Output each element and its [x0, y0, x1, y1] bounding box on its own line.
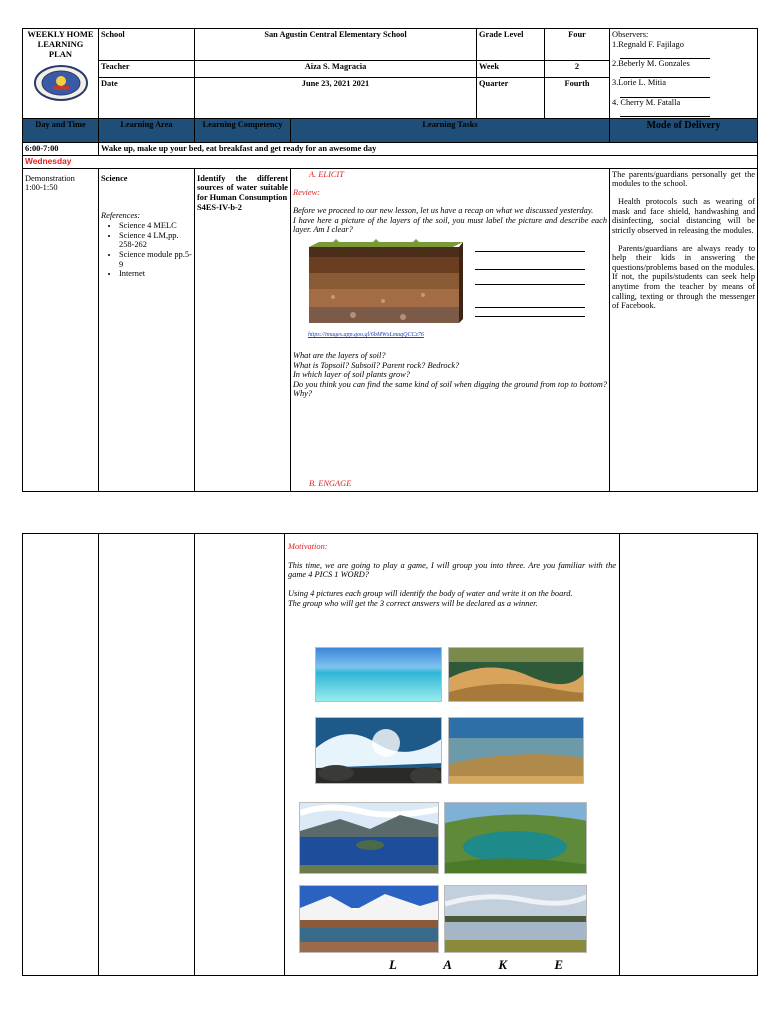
grade-value: Four — [545, 29, 610, 61]
review-label: Review: — [293, 188, 320, 198]
reference-item: • Science module pp.5-9 — [119, 250, 192, 269]
game-instructions: Using 4 pictures each group will identify the body of water and write it on the board. — [288, 588, 573, 598]
water-picture-2 — [448, 647, 584, 702]
date-value: June 23, 2021 2021 — [195, 77, 477, 118]
observer-2: 2.Beberly M. Gonzales — [612, 59, 755, 78]
engage-heading: B. ENGAGE — [309, 478, 352, 488]
delivery-paragraph: Health protocols such as wearing of mask and face shield, handwashing and disinfecting, social distancing will be strictly observed in releasing the modules. — [612, 196, 756, 235]
question: In which layer of soil plants grow? — [293, 370, 410, 380]
delivery-paragraph: The parents/guardians personally get the modules to the school. — [612, 169, 756, 189]
col-competency: Learning Competency — [195, 118, 291, 142]
lake-picture-1 — [299, 802, 439, 874]
observers-cell — [610, 29, 758, 119]
routine-time: 6:00-7:00 — [23, 142, 99, 155]
teacher-label: Teacher — [99, 61, 195, 77]
references-label: References: — [101, 211, 141, 221]
elicit-heading: A. ELICIT — [309, 169, 344, 179]
blank-area-cell — [99, 534, 195, 976]
blank-time-cell — [23, 534, 99, 976]
soil-layers-image — [303, 239, 468, 331]
teacher-value: Aiza S. Magracia — [195, 61, 477, 77]
review-text: Before we proceed to our new lesson, let us have a recap on what we discussed yesterday. — [293, 205, 594, 215]
quarter-value: Fourth — [545, 77, 610, 118]
observer-3: 3.Lorie L. Mitia — [612, 78, 755, 97]
motivation-label: Motivation: — [288, 542, 328, 551]
week-label: Week — [477, 61, 545, 77]
lesson-time: 1:00-1:50 — [25, 183, 58, 193]
references-list — [119, 221, 192, 279]
day-label: Wednesday — [23, 155, 758, 168]
lesson-time-cell — [23, 168, 99, 491]
plan-page-1 — [22, 28, 757, 492]
deped-seal-logo — [33, 65, 89, 105]
grade-label: Grade Level — [477, 29, 545, 61]
learning-area-value: Science — [101, 173, 128, 183]
date-label: Date — [99, 77, 195, 118]
plan-title: WEEKLY HOME LEARNING PLAN — [27, 29, 94, 59]
reference-item: • Internet — [119, 269, 192, 279]
plan-table-2 — [22, 533, 758, 976]
quarter-label: Quarter — [477, 77, 545, 118]
col-learning-tasks: Learning Tasks — [291, 118, 610, 142]
soil-image-link[interactable]: https://images.app.goo.gl/6bMWxLmaqQCCz76 — [308, 331, 424, 338]
water-picture-3 — [315, 717, 442, 784]
winner-text: The group who will get the 3 correct answers will be declared as a winner. — [288, 598, 538, 608]
observer-4: 4. Cherry M. Fatalla — [612, 98, 755, 117]
col-mode-of-delivery: Mode of Delivery — [610, 118, 758, 142]
plan-title-cell — [23, 29, 99, 119]
review-instruction: I have here a picture of the layers of the soil, you must label the picture and describe each layer. Am I clear? — [293, 215, 608, 235]
school-value: San Agustin Central Elementary School — [195, 29, 477, 61]
school-label: School — [99, 29, 195, 61]
plan-table-1 — [22, 28, 758, 492]
observers-label: Observers: — [612, 30, 649, 39]
competency-code: S4ES-IV-b-2 — [197, 202, 242, 212]
col-learning-area: Learning Area — [99, 118, 195, 142]
water-picture-1 — [315, 647, 442, 702]
motivation-text: This time, we are going to play a game, I will group you into three. Are you familiar with the game 4 PICS 1 WORD? — [288, 560, 616, 580]
soil-label-lines — [475, 239, 585, 317]
question: What is Topsoil? Subsoil? Parent rock? Bedrock? — [293, 360, 460, 370]
delivery-paragraph: Parents/guardians are always ready to help their kids in answering the questions/problems based on the modules. If not, the pupils/students can seek help anytime from the teacher by means of calling, texting or through the messenger of Facebook. — [612, 243, 756, 311]
lake-picture-3 — [299, 885, 439, 953]
reference-item: • Science 4 MELC — [119, 221, 192, 231]
mode-of-delivery-cell — [610, 168, 758, 491]
competency-cell — [195, 168, 291, 491]
lake-picture-4 — [444, 885, 587, 953]
blank-competency-cell — [195, 534, 285, 976]
reference-item: • Science 4 LM,pp. 258-262 — [119, 231, 192, 250]
answer-letters: L A K E — [389, 957, 586, 972]
plan-page-2 — [22, 533, 757, 976]
learning-tasks-cell — [291, 168, 610, 491]
soil-layers-figure — [303, 239, 607, 339]
question: What are the layers of soil? — [293, 350, 386, 360]
competency-text: Identify the different sources of water suitable for Human Consumption — [197, 173, 288, 202]
routine-text: Wake up, make up your bed, eat breakfast and get ready for an awesome day — [99, 142, 758, 155]
lake-picture-2 — [444, 802, 587, 874]
observer-1: 1.Regnald F. Fajilago — [612, 40, 755, 59]
learning-area-cell — [99, 168, 195, 491]
blank-delivery-cell — [620, 534, 758, 976]
lesson-activity: Demonstration — [25, 173, 75, 183]
col-day-time: Day and Time — [23, 118, 99, 142]
four-pics-grid — [285, 534, 620, 976]
water-picture-4 — [448, 717, 584, 784]
engage-tasks-cell — [285, 534, 620, 976]
question: Do you think you can find the same kind of soil when digging the ground from top to bottom? Why? — [293, 379, 608, 399]
week-value: 2 — [545, 61, 610, 77]
